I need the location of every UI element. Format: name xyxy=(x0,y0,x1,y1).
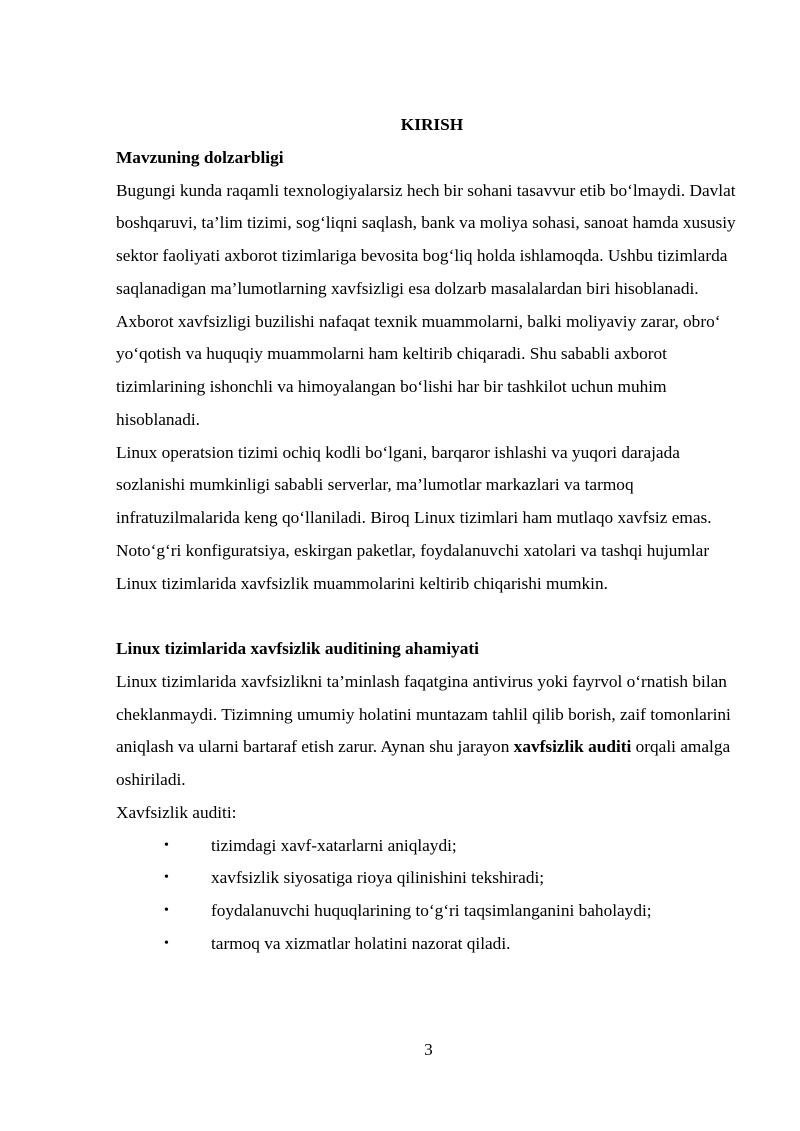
bullet-icon: • xyxy=(164,903,169,918)
paragraph-text: Linux tizimlarida xavfsizlikni ta’minlash faqatgina antivirus yoki fayrvol o‘rnatish bilan cheklanmaydi. Tizimning umumiy holatini muntazam tahlil qilib borish, zaif tomonlarini aniqlash va ularni bartaraf etish zarur. Aynan shu jarayon xyxy=(116,671,731,757)
page-content xyxy=(116,109,736,961)
bullet-icon: • xyxy=(164,935,169,951)
document-title: KIRISH xyxy=(400,115,464,134)
list-item xyxy=(116,862,736,895)
paragraph-text: orqali amalga oshiriladi. xyxy=(116,737,731,789)
list-item xyxy=(116,830,736,863)
list-item xyxy=(116,928,736,961)
section-heading-audit-importance: Linux tizimlarida xavfsizlik auditining ahamiyati xyxy=(116,639,479,658)
paragraph: Axborot xavfsizligi buzilishi nafaqat texnik muammolarni, balki moliyaviy zarar, obro‘ yo‘qotish va huquqiy muammolarni ham keltirib chiqaradi. Shu sababli axborot tizimlarining ishonchli va himoyalangan bo‘lishi har bir tashkilot uchun muhim hisoblanadi. xyxy=(116,311,721,429)
list-item-text: tarmoq va xizmatlar holatini nazorat qiladi. xyxy=(211,933,511,953)
section-heading-relevance: Mavzuning dolzarbligi xyxy=(116,147,284,167)
paragraph: Linux operatsion tizimi ochiq kodli bo‘lgani, barqaror ishlashi va yuqori darajada sozlanishi mumkinligi sababli serverlar, ma’lumotlar markazlari va tarmoq infratuzilmalarida keng qo‘llaniladi. Biroq Linux tizimlari ham mutlaqo xavfsiz emas. Noto‘g‘ri konfiguratsiya, eskirgan paketlar, foydalanuvchi xatolari va tashqi hujumlar Linux tizimlarida xavfsizlik muammolarini keltirib chiqarishi mumkin. xyxy=(116,442,712,593)
bullet-icon: • xyxy=(164,870,169,886)
paragraph: Bugungi kunda raqamli texnologiyalarsiz hech bir sohani tasavvur etib bo‘lmaydi. Davlat boshqaruvi, ta’lim tizimi, sog‘liqni saqlash, bank va moliya sohasi, sanoat hamda xususiy sektor faoliyati axborot tizimlariga bevosita bog‘liq holda ishlamoqda. Ushbu tizimlarda saqlanadigan ma’lumotlarning xavfsizligi esa dolzarb masalalardan biri hisoblanadi. xyxy=(116,180,736,298)
paragraph-spacer xyxy=(116,600,736,633)
list-item-text: xavfsizlik siyosatiga rioya qilinishini tekshiradi; xyxy=(211,868,545,888)
bullet-icon: • xyxy=(164,837,169,853)
list-item-text: tizimdagi xavf-xatarlarni aniqlaydi; xyxy=(211,835,457,855)
bold-term: xavfsizlik auditi xyxy=(513,737,632,757)
bullet-list xyxy=(116,830,736,961)
list-item-text: foydalanuvchi huquqlarining to‘g‘ri taqsimlanganini baholaydi; xyxy=(211,901,652,920)
list-item xyxy=(116,895,736,928)
page-number: 3 xyxy=(424,1040,433,1059)
list-intro: Xavfsizlik auditi: xyxy=(116,802,237,822)
paragraph-audit xyxy=(116,666,736,797)
